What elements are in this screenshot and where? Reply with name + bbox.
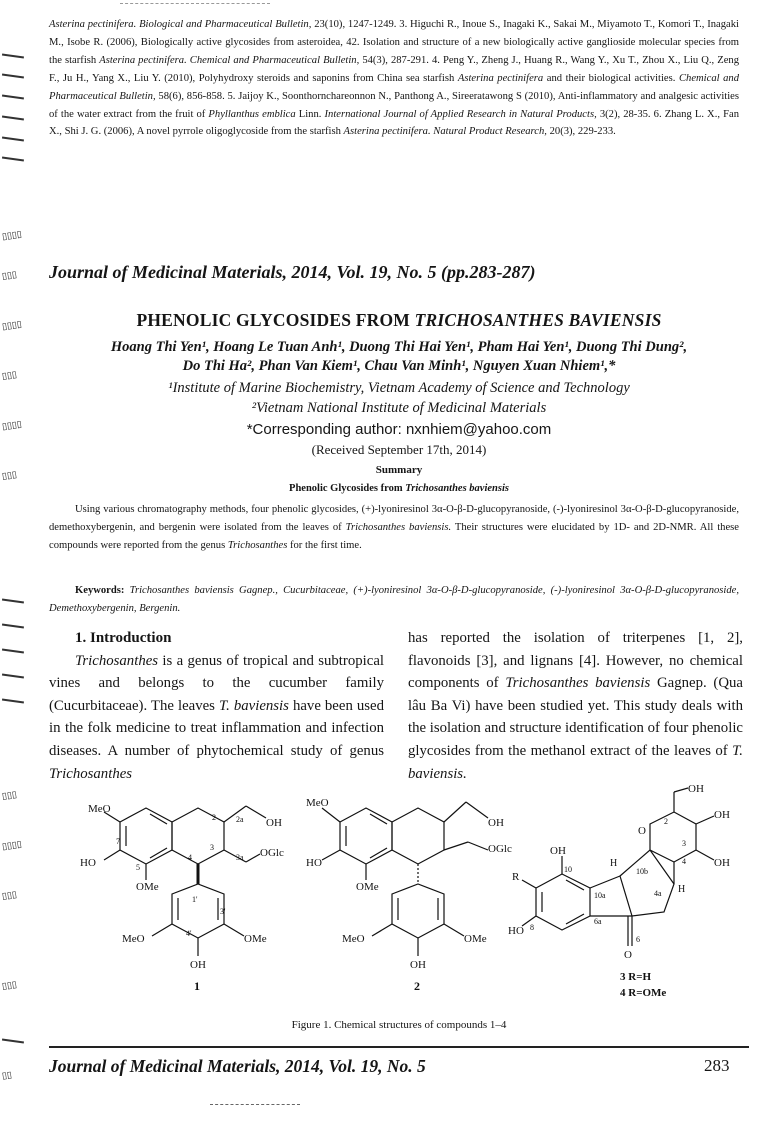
label-pos2a-1: 2a <box>236 815 244 824</box>
section-heading-introduction: 1. Introduction <box>75 630 172 646</box>
page-number: 283 <box>704 1056 730 1075</box>
label-pos2-1: 2 <box>212 813 216 822</box>
label-pos4p-1: 4' <box>186 929 192 938</box>
summary-subtitle: Phenolic Glycosides from Trichosanthes baviensis <box>289 483 509 494</box>
label-pos10: 10 <box>564 865 572 874</box>
label-r: R <box>512 871 520 883</box>
label-oh-3d: OH <box>550 845 566 857</box>
scan-artifact-bottom <box>210 1104 300 1105</box>
label-ho-3: HO <box>508 925 524 937</box>
corresponding-author: *Corresponding author: nxnhiem@yahoo.com <box>246 421 552 438</box>
label-pos7-1: 7 <box>116 837 120 846</box>
label-oglc-2: OGlc <box>488 843 512 855</box>
structure-compound-2 <box>306 797 512 993</box>
label-pos3p-1: 3' <box>220 907 226 916</box>
label-meo-1a: MeO <box>88 803 111 815</box>
references-continuation: Asterina pectinifera. Biological and Pharmaceutical Bulletin, 23(10), 1247-1249. 3. Higuchi R., Inoue S., Inagaki K., Sakai M., Miyamoto T., Komori T., Inagaki M., Isobe R. (2006), Biologically active glycosides from asteroidea, 42. Isolation and structure of a new biologically active ganglioside molecular species from the starfish Asterina pectinifera. Chemical and Pharmaceutical Bulletin, 54(3), 287-291. 4. Peng Y., Zheng J., Huang R., Wang Y., Xu T., Zhou X., Liu Q., Zeng F., Ju H., Yang X., Liu Y. (2010), Polyhydroxy steroids and saponins from China sea starfish Asterina pectinifera and their biological activities. Chemical and Pharmaceutical Bulletin, 58(6), 856-858. 5. Jaijoy K., Soonthornchareonnon N., Panthong A., Sireeratawong S (2010), Anti-inflammatory and analgesic activities of the water extract from the fruit of Phyllanthus emblica Linn. International Journal of Applied Research in Natural Products, 3(2), 28-35. 6. Zhang L. X., Fan X., Shi J. G. (2006), A novel pyrrole oligoglycoside from the starfish Asterina pectinifera. Natural Product Research, 20(3), 229-233. <box>49 19 739 138</box>
label-pos4a: 4a <box>654 889 662 898</box>
label-ho-2: HO <box>306 857 322 869</box>
label-meo-2b: MeO <box>342 933 365 945</box>
label-oh-3a: OH <box>688 784 704 795</box>
label-pos6: 6 <box>636 935 640 944</box>
author-line-1: Hoang Thi Yen¹, Hoang Le Tuan Anh¹, Duong Thi Hai Yen¹, Pham Hai Yen¹, Duong Thi Dung², <box>110 339 688 355</box>
label-pos3-1: 3 <box>210 843 214 852</box>
label-meo-2a: MeO <box>306 797 329 809</box>
compound-2-number: 2 <box>414 979 420 993</box>
summary-heading: Summary <box>375 464 423 476</box>
label-meo-1b: MeO <box>122 933 145 945</box>
label-pos5-1: 5 <box>136 863 140 872</box>
figure-chemical-structures <box>60 784 750 1014</box>
label-pos1p-1: 1' <box>192 895 198 904</box>
label-pos3a-1: 3a <box>236 853 244 862</box>
scan-artifact-top <box>120 0 270 4</box>
label-pos10b: 10b <box>636 867 648 876</box>
label-pos2-3: 2 <box>664 817 668 826</box>
label-ome-2b: OMe <box>464 933 487 945</box>
label-ome-1a: OMe <box>136 881 159 893</box>
author-list <box>49 338 749 376</box>
abstract-text: Using various chromatography methods, four phenolic glycosides, (+)-lyoniresinol 3α-O-β-D-glucopyranoside, (-)-lyoniresinol 3α-O-β-D-glucopyranoside, demethoxybergenin, and bergenin were isolated from the leaves of Trichosanthes baviensis. Their structures were elucidated by 1D- and 2D-NMR. All these compounds were reported from the genus Trichosanthes for the first time. <box>49 504 739 551</box>
intro-paragraph-right: has reported the isolation of triterpenes [1, 2], flavonoids [3], and lignans [4]. However, no chemical components of Trichosanthes baviensis Gagnep. (Qua lâu Ba Vi) have been studied yet. This study deals with the isolation and structure identification of four phenolic glycosides from the methanol extract of the leaves of T. baviensis. <box>408 630 743 782</box>
compound-4-label: 4 R=OMe <box>620 987 667 999</box>
label-oh-1: OH <box>266 817 282 829</box>
keywords: Keywords: Trichosanthes baviensis Gagnep., Cucurbitaceae, (+)-lyoniresinol 3α-O-β-D-glucopyranoside, (-)-lyoniresinol 3α-O-β-D-glucopyranoside, Demethoxybergenin, Bergenin. <box>49 585 739 614</box>
label-pos6a: 6a <box>594 917 602 926</box>
label-ome-2a: OMe <box>356 881 379 893</box>
intro-left-column <box>49 627 384 785</box>
label-oh-2b: OH <box>410 959 426 971</box>
label-oh-3c: OH <box>714 857 730 869</box>
footer-rule <box>49 1046 749 1048</box>
label-oh-3b: OH <box>714 809 730 821</box>
label-pos3-3: 3 <box>682 839 686 848</box>
label-oglc-1: OGlc <box>260 847 284 859</box>
label-pos4-1: 4 <box>188 853 192 862</box>
footer-journal: Journal of Medicinal Materials, 2014, Vol. 19, No. 5 <box>49 1056 426 1076</box>
journal-header: Journal of Medicinal Materials, 2014, Vol. 19, No. 5 (pp.283-287) <box>49 262 536 282</box>
affiliation-2: ²Vietnam National Institute of Medicinal Materials <box>251 400 547 416</box>
structure-compounds-3-4 <box>508 784 730 999</box>
label-oh-2: OH <box>488 817 504 829</box>
structure-compound-1 <box>80 803 284 993</box>
binding-gutter: ▯▯▯▯ ▯▯▯ ▯▯▯▯ ▯▯▯ ▯▯▯▯ ▯▯▯ ▯▯▯ ▯▯▯▯ ▯▯▯ ▯▯▯ ▯▯ <box>0 0 40 1121</box>
label-o-carbonyl: O <box>624 949 632 961</box>
article-title: PHENOLIC GLYCOSIDES FROM TRICHOSANTHES BAVIENSIS <box>136 310 662 330</box>
author-line-2: Do Thi Ha², Phan Van Kiem¹, Chau Van Minh¹, Nguyen Xuan Nhiem¹,* <box>182 358 616 374</box>
label-h-2: H <box>678 884 686 895</box>
affiliation-1: ¹Institute of Marine Biochemistry, Vietnam Academy of Science and Technology <box>168 380 630 396</box>
compound-3-label: 3 R=H <box>620 971 652 983</box>
label-pos4-3: 4 <box>682 857 686 866</box>
figure-caption: Figure 1. Chemical structures of compounds 1–4 <box>291 1019 507 1031</box>
compound-1-number: 1 <box>194 979 200 993</box>
label-ome-1b: OMe <box>244 933 267 945</box>
label-oh-1b: OH <box>190 959 206 971</box>
label-pos8: 8 <box>530 923 534 932</box>
intro-right-column <box>408 627 743 785</box>
label-h-1: H <box>610 858 618 869</box>
label-pos10a: 10a <box>594 891 606 900</box>
intro-paragraph-left: Trichosanthes is a genus of tropical and subtropical vines and belongs to the cucumber family (Cucurbitaceae). The leaves T. baviensis have been used in the folk medicine to treat inflammation and infection diseases. A number of phytochemical study of genus Trichosanthes <box>49 652 384 782</box>
received-date: (Received September 17th, 2014) <box>311 442 487 457</box>
label-o-ring: O <box>638 825 646 837</box>
label-ho-1: HO <box>80 857 96 869</box>
